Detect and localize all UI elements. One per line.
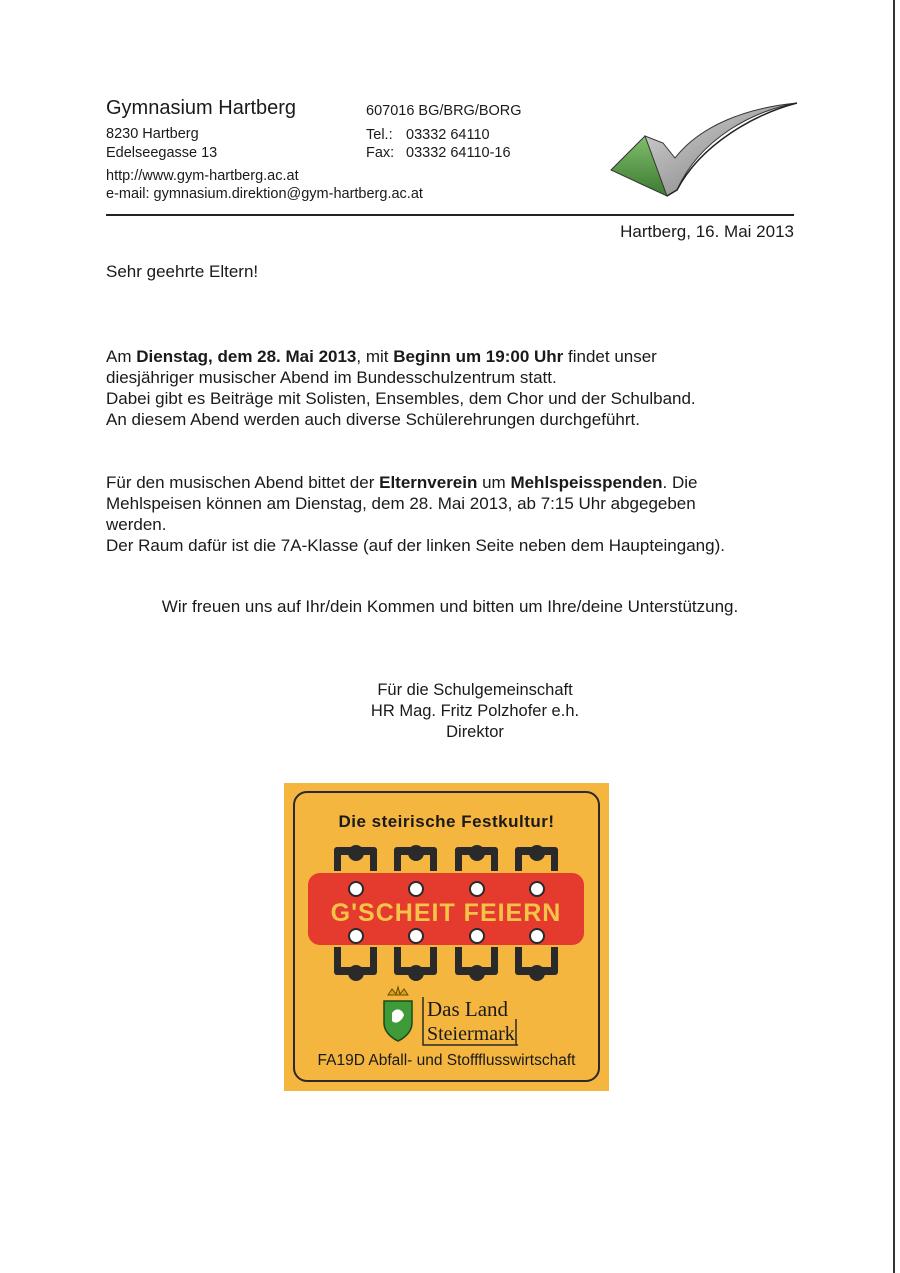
- chairs-bottom-icon: [334, 947, 558, 981]
- phone-value: 03332 64110: [406, 127, 490, 143]
- paragraph-donations: [106, 472, 725, 556]
- styria-coat-of-arms-icon: [384, 987, 412, 1041]
- paragraph-line: diesjähriger musischer Abend im Bundesschulzentrum statt.: [106, 368, 557, 387]
- signature-name: HR Mag. Fritz Polzhofer e.h.: [370, 702, 580, 720]
- school-code: 607016 BG/BRG/BORG: [366, 103, 522, 119]
- land-name-line-1: Das Land: [427, 997, 509, 1021]
- chairs-top-icon: [334, 845, 558, 871]
- signature-title: Direktor: [446, 723, 504, 741]
- pastry-donations: Mehlspeisspenden: [510, 473, 663, 492]
- event-time: Beginn um 19:00 Uhr: [393, 347, 564, 366]
- fax-number: [366, 145, 511, 161]
- parents-association: Elternverein: [379, 473, 478, 492]
- event-date: Dienstag, dem 28. Mai 2013: [136, 347, 357, 366]
- paragraph-event-info: [106, 346, 696, 430]
- header-divider: [106, 214, 794, 216]
- scan-edge: [893, 0, 895, 1273]
- paragraph-line: Der Raum dafür ist die 7A-Klasse (auf der linken Seite neben dem Haupteingang).: [106, 536, 725, 555]
- paragraph-line: Dabei gibt es Beiträge mit Solisten, Ensembles, dem Chor und der Schulband.: [106, 389, 696, 408]
- website-link[interactable]: http://www.gym-hartberg.ac.at: [106, 168, 299, 184]
- phone-label: Tel.:: [366, 127, 393, 143]
- paragraph-line: Für den musischen Abend bittet der Elternverein um Mehlspeisspenden. Die: [106, 473, 698, 492]
- signature-line-1: Für die Schulgemeinschaft: [377, 681, 573, 699]
- phone-number: [366, 127, 490, 143]
- festkultur-badge: [284, 783, 609, 1091]
- school-name: Gymnasium Hartberg: [106, 97, 297, 119]
- badge-banner-text: G'SCHEIT FEIERN: [330, 899, 562, 927]
- letter-date: Hartberg, 16. Mai 2013: [620, 222, 794, 241]
- salutation: Sehr geehrte Eltern!: [106, 262, 259, 281]
- fax-label: Fax:: [366, 145, 395, 161]
- badge-headline: Die steirische Festkultur!: [338, 812, 555, 831]
- land-name-line-2: Steiermark: [427, 1023, 515, 1045]
- badge-footer: FA19D Abfall- und Stoffflusswirtschaft: [317, 1052, 576, 1069]
- fax-value: 03332 64110-16: [406, 145, 511, 161]
- email-link[interactable]: e-mail: gymnasium.direktion@gym-hartberg.ac.at: [106, 186, 423, 202]
- paragraph-line: Am Dienstag, dem 28. Mai 2013, mit Beginn um 19:00 Uhr findet unser: [106, 347, 657, 366]
- paragraph-line: Mehlspeisen können am Dienstag, dem 28. Mai 2013, ab 7:15 Uhr abgegeben: [106, 494, 696, 513]
- paragraph-line: werden.: [106, 515, 167, 534]
- paragraph-line: An diesem Abend werden auch diverse Schülerehrungen durchgeführt.: [106, 410, 640, 429]
- address-line-1: 8230 Hartberg: [106, 126, 199, 142]
- signature-block: [250, 680, 700, 743]
- closing-line: Wir freuen uns auf Ihr/dein Kommen und bitten um Ihre/deine Unterstützung.: [161, 597, 739, 616]
- address-line-2: Edelseegasse 13: [106, 145, 218, 161]
- school-logo: [605, 98, 800, 208]
